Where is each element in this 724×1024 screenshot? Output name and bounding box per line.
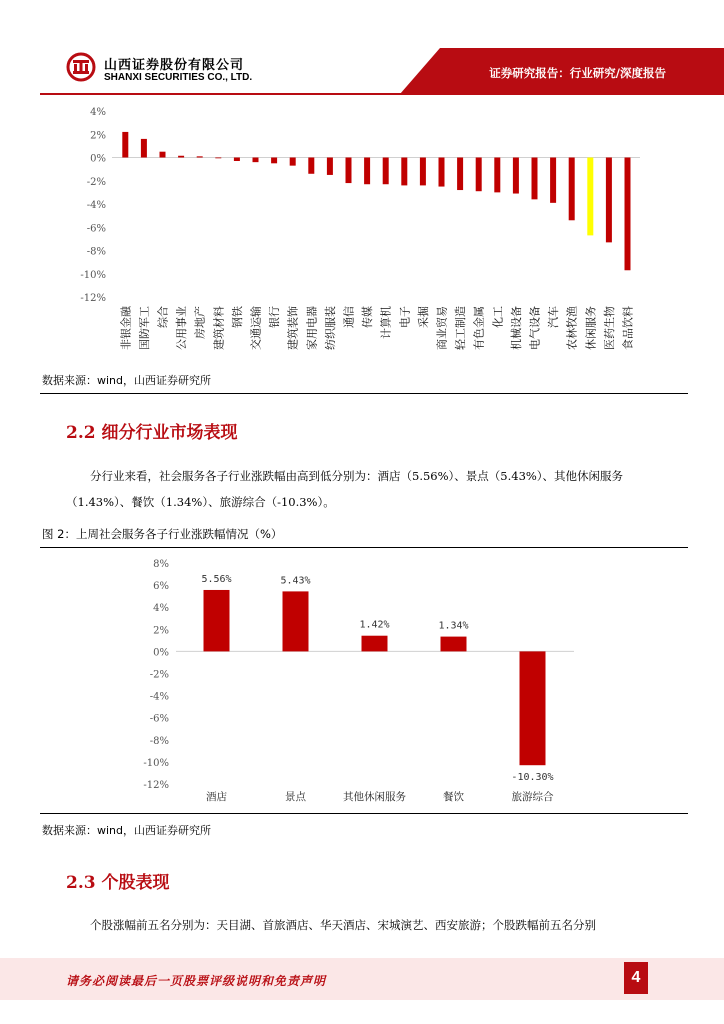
y-tick-label: 4% <box>90 107 106 118</box>
bar <box>401 158 407 186</box>
figure-2-caption: 图 2：上周社会服务各子行业涨跌幅情况（%） <box>42 527 283 541</box>
bar <box>383 158 389 185</box>
x-tick-label: 通信 <box>342 306 356 328</box>
x-tick-label: 家用电器 <box>305 306 319 350</box>
x-tick-label: 食品饮料 <box>621 306 635 350</box>
data-label: 5.56% <box>201 573 232 585</box>
bar <box>520 651 546 765</box>
bar <box>550 158 556 203</box>
data-label: 1.42% <box>359 619 390 631</box>
bar <box>327 158 333 175</box>
y-tick-label: 4% <box>153 603 169 615</box>
company-name-cn: 山西证券股份有限公司 <box>104 58 245 73</box>
x-tick-label: 餐饮 <box>443 791 464 803</box>
x-tick-label: 纺织服装 <box>323 306 337 350</box>
x-tick-label: 医药生物 <box>602 306 616 350</box>
bar <box>141 139 147 158</box>
bar <box>204 590 230 651</box>
bar <box>587 158 593 236</box>
y-tick-label: -8% <box>149 735 169 747</box>
bar <box>362 636 388 652</box>
y-tick-label: -12% <box>80 293 106 304</box>
x-tick-label: 电子 <box>398 306 412 328</box>
y-tick-label: 2% <box>153 625 169 637</box>
y-tick-label: -12% <box>143 780 169 791</box>
company-logo-icon <box>66 52 96 82</box>
report-type: 证券研究报告：行业研究/深度报告 <box>489 66 666 80</box>
data-label: -10.30% <box>511 772 554 784</box>
x-tick-label: 非银金融 <box>119 306 133 350</box>
y-tick-label: -8% <box>86 246 106 258</box>
divider <box>40 547 688 548</box>
bar <box>283 591 309 651</box>
page-number: 4 <box>624 962 648 994</box>
x-tick-label: 房地产 <box>193 306 207 339</box>
section-2-3-paragraph: 个股涨幅前五名分别为：天目湖、首旅酒店、华天酒店、宋城演艺、西安旅游；个股跌幅前五名分别 <box>90 918 596 932</box>
bar <box>160 152 166 158</box>
bar <box>234 158 240 161</box>
x-tick-label: 电气设备 <box>528 306 542 350</box>
bar <box>513 158 519 194</box>
bar <box>625 158 631 271</box>
section-heading-2-3: 2.3 个股表现 <box>66 873 170 893</box>
bar <box>308 158 314 174</box>
x-tick-label: 化工 <box>491 306 505 328</box>
y-tick-label: -2% <box>86 176 106 188</box>
x-tick-label: 旅游综合 <box>511 791 554 803</box>
y-tick-label: -10% <box>143 757 169 769</box>
x-tick-label: 银行 <box>268 306 282 328</box>
bar <box>253 158 259 163</box>
data-label: 1.34% <box>438 620 469 632</box>
x-tick-label: 钢铁 <box>230 306 244 328</box>
x-tick-label: 国防军工 <box>137 306 151 350</box>
bar <box>606 158 612 243</box>
x-tick-label: 景点 <box>285 791 306 803</box>
x-tick-label: 建筑材料 <box>212 306 226 350</box>
y-tick-label: -4% <box>149 691 169 703</box>
bar <box>364 158 370 185</box>
x-tick-label: 轻工制造 <box>454 306 468 350</box>
y-tick-label: -4% <box>86 200 106 211</box>
bar <box>178 156 184 158</box>
bar <box>346 158 352 184</box>
bar <box>290 158 296 166</box>
header-rule <box>40 93 724 95</box>
bar <box>215 158 221 159</box>
x-tick-label: 有色金属 <box>472 306 486 350</box>
divider <box>40 813 688 814</box>
bar <box>457 158 463 191</box>
divider <box>40 393 688 394</box>
section-2-2-paragraph: 分行业来看，社会服务各子行业涨跌幅由高到低分别为：酒店（5.56%）、景点（5.43%）、其他休闲服务（1.43%）、餐饮（1.34%）、旅游综合（-10.3%）。 <box>66 469 624 509</box>
bar <box>441 637 467 652</box>
bar <box>122 132 128 158</box>
x-tick-label: 其他休闲服务 <box>343 791 406 803</box>
x-tick-label: 酒店 <box>206 791 227 803</box>
x-tick-label: 农林牧渔 <box>565 306 579 350</box>
bar <box>420 158 426 186</box>
x-tick-label: 建筑装饰 <box>286 306 300 350</box>
y-tick-label: 0% <box>90 153 106 165</box>
y-tick-label: 2% <box>90 130 106 142</box>
bar <box>476 158 482 192</box>
subindustry-returns-chart <box>0 552 724 810</box>
y-tick-label: -6% <box>149 713 169 725</box>
y-tick-label: 0% <box>153 647 169 659</box>
bar <box>569 158 575 221</box>
section-heading-2-2: 2.2 细分行业市场表现 <box>66 423 238 443</box>
industry-returns-chart <box>0 100 724 460</box>
x-tick-label: 汽车 <box>547 306 561 328</box>
bar <box>439 158 445 187</box>
x-tick-label: 传媒 <box>361 306 375 328</box>
bar <box>197 156 203 157</box>
x-tick-label: 商业贸易 <box>435 306 449 350</box>
bar <box>271 158 277 164</box>
x-tick-label: 综合 <box>156 306 170 328</box>
x-tick-label: 交通运输 <box>249 306 263 350</box>
data-label: 5.43% <box>280 575 311 587</box>
bar <box>494 158 500 193</box>
disclaimer-text: 请务必阅读最后一页股票评级说明和免责声明 <box>66 974 327 988</box>
y-tick-label: 8% <box>153 559 169 570</box>
y-tick-label: -10% <box>80 269 106 281</box>
y-tick-label: -2% <box>149 669 169 681</box>
chart1-source: 数据来源：wind，山西证券研究所 <box>42 374 212 387</box>
y-tick-label: 6% <box>153 581 169 593</box>
x-tick-label: 公用事业 <box>175 306 189 350</box>
company-name-en: SHANXI SECURITIES CO., LTD. <box>104 72 253 83</box>
x-tick-label: 采掘 <box>416 306 430 328</box>
x-tick-label: 机械设备 <box>509 306 523 350</box>
chart2-source: 数据来源：wind，山西证券研究所 <box>42 824 212 837</box>
x-tick-label: 休闲服务 <box>584 306 598 350</box>
bar <box>532 158 538 200</box>
y-tick-label: -6% <box>86 223 106 235</box>
x-tick-label: 计算机 <box>379 306 393 339</box>
